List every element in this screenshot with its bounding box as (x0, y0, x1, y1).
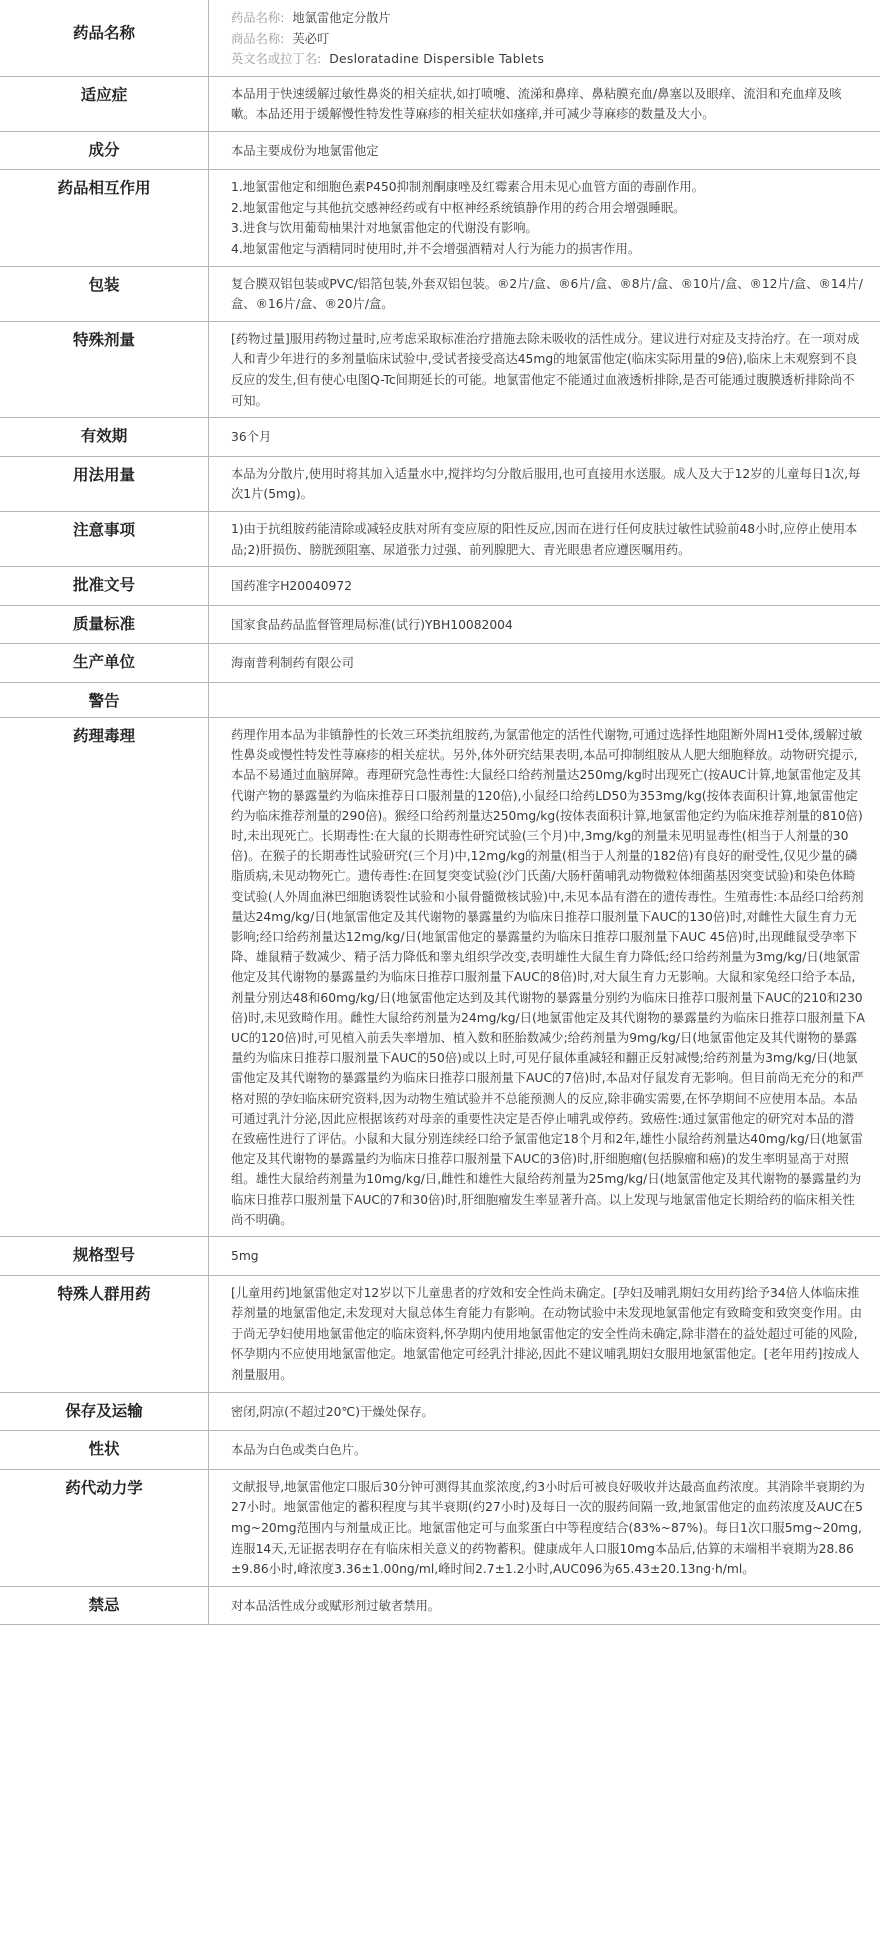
value-special-populations: [儿童用药]地氯雷他定对12岁以下儿童患者的疗效和安全性尚未确定。[孕妇及哺乳期妇女用药]给予34倍人体临床推荐剂量的地氯雷他定,未发现对大鼠总体生育能力有影响。在动物试验中未发现地氯雷他定有致畸变和致突变作用。由于尚无孕妇使用地氯雷他定的临床资料,怀孕期内使用地氯雷他定的安全性尚未确定,除非潜在的益处超过可能的风险,怀孕期内不应使用地氯雷他定。地氯雷他定可经乳汁排泌,因此不建议哺乳期妇女服用地氯雷他定。[老年用药]按成人剂量服用。 (209, 1275, 880, 1392)
row-warning (0, 682, 880, 717)
row-shelf-life (0, 418, 880, 457)
interaction-item: 1.地氯雷他定和细胞色素P450抑制剂酮康唑及红霉素合用未见心血管方面的毒副作用。 (231, 180, 705, 195)
row-overdose (0, 321, 880, 417)
row-contraindications (0, 1586, 880, 1625)
brand-name-key: 商品名称: (231, 31, 285, 46)
row-spec (0, 1237, 880, 1276)
row-dosage (0, 456, 880, 511)
label-contraindications: 禁忌 (0, 1586, 209, 1625)
value-storage: 密闭,阴凉(不超过20℃)干燥处保存。 (209, 1392, 880, 1431)
row-precautions (0, 512, 880, 567)
row-approval (0, 567, 880, 606)
value-precautions: 1)由于抗组胺药能清除或减轻皮肤对所有变应原的阳性反应,因而在进行任何皮肤过敏性试验前48小时,应停止使用本品;2)肝损伤、膀胱颈阻塞、尿道张力过强、前列腺肥大、青光眼患者应遵医嘱用药。 (209, 512, 880, 567)
interaction-item: 3.进食与饮用葡萄柚果汁对地氯雷他定的代谢没有影响。 (231, 221, 538, 236)
value-appearance: 本品为白色或类白色片。 (209, 1431, 880, 1470)
row-storage (0, 1392, 880, 1431)
value-ingredients: 本品主要成份为地氯雷他定 (209, 131, 880, 170)
brand-name-value: 芙必叮 (292, 31, 330, 46)
value-packaging: 复合膜双铝包装或PVC/铝箔包装,外套双铝包装。®2片/盒、®6片/盒、®8片/盒、®10片/盒、®12片/盒、®14片/盒、®16片/盒、®20片/盒。 (209, 266, 880, 321)
label-storage: 保存及运输 (0, 1392, 209, 1431)
value-shelf-life: 36个月 (209, 418, 880, 457)
label-standard: 质量标准 (0, 605, 209, 644)
value-standard: 国家食品药品监督管理局标准(试行)YBH10082004 (209, 605, 880, 644)
value-dosage: 本品为分散片,使用时将其加入适量水中,搅拌均匀分散后服用,也可直接用水送服。成人及大于12岁的儿童每日1次,每次1片(5mg)。 (209, 456, 880, 511)
generic-name-value: 地氯雷他定分散片 (292, 11, 391, 25)
label-appearance: 性状 (0, 1431, 209, 1470)
value-contraindications: 对本品活性成分或赋形剂过敏者禁用。 (209, 1586, 880, 1625)
label-packaging: 包装 (0, 266, 209, 321)
english-name-value: Desloratadine Dispersible Tablets (329, 52, 545, 66)
row-packaging (0, 266, 880, 321)
interaction-item: 2.地氯雷他定与其他抗交感神经药或有中枢神经系统镇静作用的药合用会增强睡眠。 (231, 200, 686, 215)
value-warning (209, 682, 880, 717)
label-approval: 批准文号 (0, 567, 209, 606)
value-interactions (209, 170, 880, 266)
generic-name-line (231, 8, 866, 29)
row-indication (0, 76, 880, 131)
value-approval: 国药准字H20040972 (209, 567, 880, 606)
row-name (0, 0, 880, 76)
value-name (209, 0, 880, 76)
row-special-populations (0, 1275, 880, 1392)
english-name-line (231, 49, 866, 70)
label-warning: 警告 (0, 682, 209, 717)
value-indication: 本品用于快速缓解过敏性鼻炎的相关症状,如打喷嚏、流涕和鼻痒、鼻粘膜充血/鼻塞以及眼痒、流泪和充血痒及咳嗽。本品还用于缓解慢性特发性荨麻疹的相关症状如瘙痒,并可减少荨麻疹的数量及大小。 (209, 76, 880, 131)
interaction-item: 4.地氯雷他定与酒精同时使用时,并不会增强酒精对人行为能力的损害作用。 (231, 242, 641, 257)
label-shelf-life: 有效期 (0, 418, 209, 457)
row-manufacturer (0, 644, 880, 683)
label-indication: 适应症 (0, 76, 209, 131)
label-manufacturer: 生产单位 (0, 644, 209, 683)
row-ingredients (0, 131, 880, 170)
label-dosage: 用法用量 (0, 456, 209, 511)
english-name-key: 英文名或拉丁名: (231, 52, 322, 66)
value-overdose: [药物过量]服用药物过量时,应考虑采取标准治疗措施去除未吸收的活性成分。建议进行对症及支持治疗。在一项对成人和青少年进行的多剂量临床试验中,受试者接受高达45mg的地氯雷他定(临床实际用量的9倍),临床上未观察到不良反应的发生,但有使心电图Q-Tc间期延长的可能。地氯雷他定不能通过血液透析排除,是否可能通过腹膜透析排除尚不可知。 (209, 321, 880, 417)
brand-name-line (231, 29, 866, 50)
label-pharmacokinetics: 药代动力学 (0, 1469, 209, 1586)
value-manufacturer: 海南普利制药有限公司 (209, 644, 880, 683)
label-spec: 规格型号 (0, 1237, 209, 1276)
label-special-populations: 特殊人群用药 (0, 1275, 209, 1392)
row-pharmacology (0, 717, 880, 1236)
value-pharmacokinetics: 文献报导,地氯雷他定口服后30分钟可测得其血浆浓度,约3小时后可被良好吸收并达最高血药浓度。其消除半衰期约为27小时。地氯雷他定的蓄积程度与其半衰期(约27小时)及每日一次的服药间隔一致,地氯雷他定的血药浓度及AUC在5mg~20mg范围内与剂量成正比。地氯雷他定可与血浆蛋白中等程度结合(83%~87%)。每日1次口服5mg~20mg,连服14天,无证据表明存在有临床相关意义的药物蓄积。健康成年人口服10mg本品后,估算的末端相半衰期为28.86±9.86小时,峰浓度3.36±1.00ng/ml,峰时间2.7±1.2小时,AUC096为65.43±20.13ng·h/ml。 (209, 1469, 880, 1586)
row-pharmacokinetics (0, 1469, 880, 1586)
label-name: 药品名称 (0, 0, 209, 76)
value-spec: 5mg (209, 1237, 880, 1276)
label-precautions: 注意事项 (0, 512, 209, 567)
label-overdose: 特殊剂量 (0, 321, 209, 417)
generic-name-key: 药品名称: (231, 11, 285, 25)
row-standard (0, 605, 880, 644)
label-pharmacology: 药理毒理 (0, 717, 209, 1236)
label-ingredients: 成分 (0, 131, 209, 170)
label-interactions: 药品相互作用 (0, 170, 209, 266)
row-appearance (0, 1431, 880, 1470)
value-pharmacology: 药理作用本品为非镇静性的长效三环类抗组胺药,为氯雷他定的活性代谢物,可通过选择性地阻断外周H1受体,缓解过敏性鼻炎或慢性特发性荨麻疹的相关症状。另外,体外研究结果表明,本品可抑制组胺从人肥大细胞释放。动物研究提示,本品不易通过血脑屏障。毒理研究急性毒性:大鼠经口给药剂量达250mg/kg时出现死亡(按AUC计算,地氯雷他定及其代谢产物的暴露量约为临床推荐日口服剂量的120倍),小鼠经口给药LD50为353mg/kg(按体表面积计算,地氯雷他定约为临床推荐剂量的290倍)。猴经口给药剂量达250mg/kg(按体表面积计算,地氯雷他定约为临床推荐剂量的810倍)时,未出现死亡。长期毒性:在大鼠的长期毒性研究试验(三个月)中,3mg/kg的剂量未见明显毒性(相当于人剂量的30倍)。在猴子的长期毒性试验研究(三个月)中,12mg/kg的剂量(相当于人剂量的182倍)有良好的耐受性,仅见少量的磷脂质病,未见动物死亡。遗传毒性:在回复突变试验(沙门氏菌/大肠杆菌哺乳动物微粒体细菌基因突变试验)和染色体畸变试验(人外周血淋巴细胞诱裂性试验和小鼠骨髓微核试验)中,未见本品有潜在的遗传毒性。生殖毒性:本品经口给药剂量达24mg/kg/日(地氯雷他定及其代谢物的暴露量约为临床日推荐口服剂量下AUC的130倍)时,对雌性大鼠生育力无影响;经口给药剂量达12mg/kg/日(地氯雷他定的暴露量约为临床日推荐口服剂量下AUC 45倍)时,出现雌鼠受孕率下降、雄鼠精子数减少、精子活力降低和睾丸组织学改变,表明雄性大鼠生育力降低;经口给药剂量为3mg/kg/日(地氯雷他定及其代谢物的暴露量约为临床日推荐口服剂量下AUC的8倍)时,对大鼠生育力无影响。大鼠和家兔经口给予本品,剂量分别达48和60mg/kg/日(地氯雷他定达到及其代谢物的暴露量分别约为临床日推荐口服剂量下AUC的210和230倍)时,未见致畸作用。雌性大鼠给药剂量为24mg/kg/日(地氯雷他定及其代谢物的暴露量约为临床日推荐口服剂量下AUC的120倍)时,可见植入前丢失率增加、植入数和胚胎数减少;给药剂量为9mg/kg/日(地氯雷他定及其代谢物的暴露量约为临床日推荐口服剂量下AUC的50倍)或以上时,可见仔鼠体重减轻和翻正反射减慢;给药剂量为3mg/kg/日(地氯雷他定及其代谢物的暴露量约为临床日推荐口服剂量下AUC的7倍)时,本品对仔鼠发育无影响。但目前尚无充分的和严格对照的孕妇临床研究资料,因为动物生殖试验并不总能预测人的反应,除非确实需要,在怀孕期间不应使用本品。本品可通过乳汁分泌,因此应根据该药对母亲的重要性决定是否停止哺乳或停药。致癌性:通过氯雷他定的研究对本品的潜在致癌性进行了评估。小鼠和大鼠分别连续经口给予氯雷他定18个月和2年,雄性小鼠给药剂量达40mg/kg/日(地氯雷他定及其代谢物的暴露量约为临床日推荐口服剂量下AUC的3倍)时,肝细胞瘤(包括腺瘤和癌)的发生率明显高于对照组。雄性大鼠给药剂量为10mg/kg/日,雌性和雄性大鼠给药剂量为25mg/kg/日(地氯雷他定及其代谢物的暴露量约为临床日推荐口服剂量下AUC的7和30倍)时,肝细胞瘤发生率显著升高。以上发现与地氯雷他定长期给药的临床相关性尚不明确。 (209, 717, 880, 1236)
row-interactions (0, 170, 880, 266)
